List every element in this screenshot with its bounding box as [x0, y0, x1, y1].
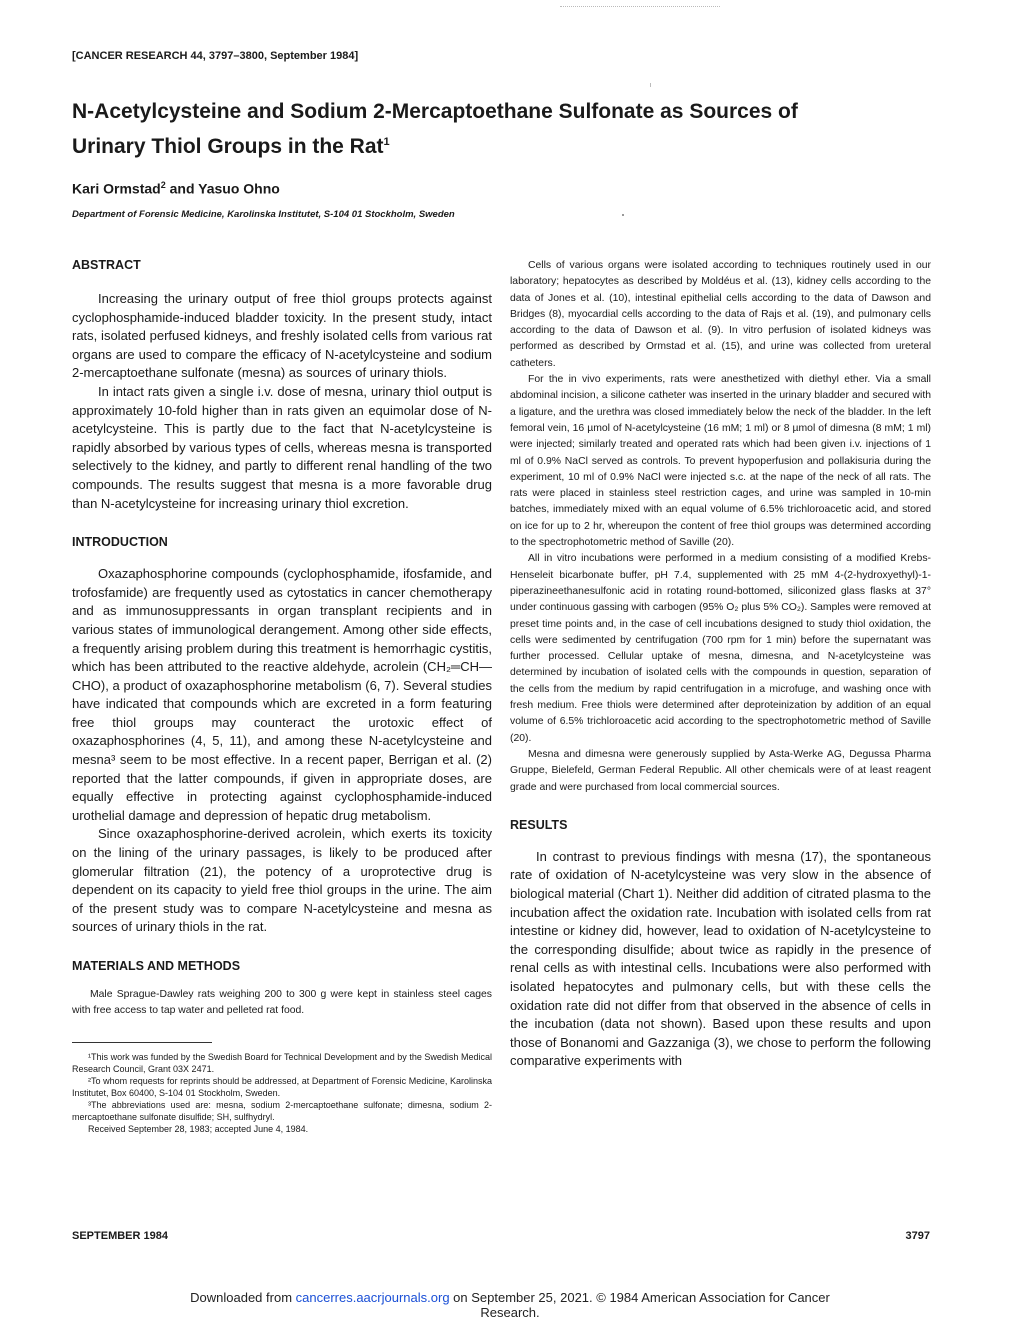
download-text: on September 25, 2021. © 1984 American Association for Cancer: [449, 1290, 830, 1305]
scan-noise: [622, 214, 624, 216]
abstract-heading: ABSTRACT: [72, 258, 141, 272]
title-line-2: Urinary Thiol Groups in the Rat: [72, 135, 384, 158]
title-footnote-mark: 1: [383, 136, 390, 148]
journal-reference: [CANCER RESEARCH 44, 3797–3800, September 1984]: [72, 50, 359, 62]
scan-noise: [650, 83, 651, 87]
scan-noise: [560, 6, 720, 13]
introduction-paragraph: Oxazaphosphorine compounds (cyclophosphamide, ifosfamide, and trofosfamide) are frequently used as cytostatics in cancer chemotherapy and as immunosuppressants in organ transplant recipients and in various states of immunological derangement. Among other side effects, a frequently arising problem during this treatment is hemorrhagic cystitis, which has been attributed to the reactive aldehyde, acrolein (CH₂═CH—CHO), a product of oxazaphosphorine metabolism (6, 7). Several studies have indicated that compounds which are excreted in a form featuring free thiol groups may counteract the urotoxic effect of oxazaphosphorines (4, 5, 11), and among these N-acetylcysteine and mesna³ seem to be most effective. In a recent paper, Berrigan et al. (2) reported that the latter compounds, if given in appropriate doses, are equally effective in protecting against cyclophosphamide-induced urothelial damage and depression of hepatic drug metabolism.: [72, 566, 492, 823]
footnote: ³The abbreviations used are: mesna, sodium 2-mercaptoethane sulfonate; dimesna, sodium 2-mercaptoethane sulfonate disulfide; SH, sulfhydryl.: [72, 1099, 492, 1122]
introduction-heading: INTRODUCTION: [72, 535, 168, 550]
article-title: [72, 96, 952, 162]
abstract-paragraph: Increasing the urinary output of free thiol groups protects against cyclophosphamide-induced bladder toxicity. In the present study, intact rats, isolated perfused kidneys, and freshly isolated cells from various rat organs are used to compare the efficacy of N-acetylcysteine and sodium 2-mercaptoethane sulfonate (mesna) as sources of urinary thiols.: [72, 291, 492, 381]
results-paragraph: In contrast to previous findings with mesna (17), the spontaneous rate of oxidation of N-acetylcysteine was very slow in the absence of biological material (Chart 1). Neither did addition of citrated plasma to the incubation affect the oxidation rate. Incubation with isolated cells from rat intestine or kidney did, however, lead to oxidation of N-acetylcysteine to the corresponding disulfide; about twice as rapidly in the presence of renal cells as with intestinal cells. Incubations were also performed with isolated hepatocytes and pulmonary cells, but with these cells the oxidation rate did not differ from that observed in the absence of cells in the incubation (data not shown). Based upon these results and upon those of Bonanomi and Gazzaniga (3), we chose to perform the following comparative experiments with: [510, 848, 931, 1069]
methods-paragraph: All in vitro incubations were performed in a medium consisting of a modified Krebs-Henseleit bicarbonate buffer, pH 7.4, supplemented with 25 mM 4-(2-hydroxyethyl)-1-piperazineethanesulfonic acid in rotating round-bottomed, siliconized glass flasks at 37° under continuous gassing with carbogen (95% O₂ plus 5% CO₂). Samples were removed at preset time points and, in the case of cell incubations designed to study thiol oxidation, the cells were sedimented by centrifugation (700 rpm for 1 min) before the supernatant was further processed. Cellular uptake of mesna, dimesna, and N-acetylcysteine was determined by incubation of isolated cells with the compounds in question, separation of the cells from the medium by rapid centrifugation in a microfuge, and washing once with fresh medium. Free thiols were determined after deproteinization by addition of an equal volume of 6.5% trichloroacetic acid according to the spectrophotometric method of Saville (20).: [510, 553, 931, 744]
authors-conjunction: and: [165, 180, 199, 197]
author-footnote-mark: 2: [160, 180, 166, 190]
methods-paragraph: Mesna and dimesna were generously supplied by Asta-Werke AG, Degussa Pharma Gruppe, Bielefeld, German Federal Republic. All other chemicals were of at least reagent grade and were purchased from local commercial sources.: [510, 748, 931, 793]
author-1: Kari Ormstad: [72, 180, 161, 197]
received-date: Received September 28, 1983; accepted June 4, 1984.: [88, 1123, 309, 1134]
affiliation: Department of Forensic Medicine, Karolinska Institutet, S-104 01 Stockholm, Sweden: [72, 209, 455, 220]
results-heading: RESULTS: [510, 817, 568, 832]
page-number: 3797: [905, 1230, 930, 1242]
issue-date: SEPTEMBER 1984: [72, 1230, 168, 1242]
footnote: ¹This work was funded by the Swedish Board for Technical Development and by the Swedish Medical Research Council, Grant 03X 2471.: [72, 1051, 492, 1074]
download-text: Downloaded from: [190, 1290, 296, 1305]
download-notice: [0, 1290, 1020, 1320]
journal-link[interactable]: cancerres.aacrjournals.org: [295, 1290, 450, 1305]
abstract-paragraph: In intact rats given a single i.v. dose of mesna, urinary thiol output is approximately 10-fold higher than in rats given an equimolar dose of N-acetylcysteine. This is partly due to the fact that N-acetylcysteine is rapidly absorbed by various types of cells, whereas mesna is transported selectively to the kidney, and partly to different renal handling of the two compounds. The results suggest that mesna is a more favorable drug than N-acetylcysteine for increasing urinary thiol excretion.: [72, 383, 492, 511]
footnote-rule: [72, 1042, 212, 1043]
title-line-1: N-Acetylcysteine and Sodium 2-Mercaptoethane Sulfonate as Sources of: [72, 100, 798, 123]
methods-paragraph: Cells of various organs were isolated according to techniques routinely used in our laboratory; hepatocytes as described by Moldéus et al. (13), kidney cells according to the data of Jones et al. (10), intestinal epithelial cells according to the data of Dawson and Bridges (8), myocardial cells according to the data of Rajs et al. (19), and pulmonary cells according to the data of Dawson et al. (9). In vitro perfusion of isolated kidneys was performed as described by Ormstad et al. (15), and urine was collected from ureteral catheters.: [510, 260, 931, 369]
left-column: [72, 258, 492, 1135]
author-2: Yasuo Ohno: [198, 180, 280, 197]
methods-paragraph: For the in vivo experiments, rats were anesthetized with diethyl ether. Via a small abdominal incision, a silicone catheter was inserted in the urinary bladder and secured with a ligature, and the urethra was closed immediately below the neck of the bladder. In the left femoral vein, 16 µmol of N-acetylcysteine (16 mM; 1 ml) or 8 µmol of dimesna (8 mM; 1 ml) were injected; similarly treated and operated rats which had been given i.v. injections of 1 ml of 0.9% NaCl served as controls. To prevent hypoperfusion and pollakisuria during the experiment, 10 ml of 0.9% NaCl were injected s.c. at the nape of the neck of all rats. The rats were placed in stainless steel restriction cages, and urine was sampled in 10-min batches, immediately mixed with an equal volume of 6.5% trichloroacetic acid, and stored on ice for up to 2 hr, whereupon the content of free thiol groups was determined according to the spectrophotometric method of Saville (20).: [510, 374, 931, 549]
authors: [72, 180, 280, 197]
methods-paragraph: Male Sprague-Dawley rats weighing 200 to 300 g were kept in stainless steel cages with free access to tap water and pelleted rat food.: [72, 989, 492, 1017]
introduction-paragraph: Since oxazaphosphorine-derived acrolein, which exerts its toxicity on the lining of the urinary passages, is likely to be produced after glomerular filtration (21), the potency of a uroprotective drug is dependent on its capacity to yield free thiol groups in the urine. The aim of the present study was to compare N-acetylcysteine and mesna as sources of urinary thiols in the rat.: [72, 826, 492, 935]
footnote: ²To whom requests for reprints should be addressed, at Department of Forensic Medicine, Karolinska Institutet, Box 60400, S-104 01 Stockholm, Sweden.: [72, 1075, 492, 1098]
methods-heading: MATERIALS AND METHODS: [72, 959, 241, 973]
download-text: Research.: [480, 1305, 540, 1320]
right-column: [510, 258, 931, 1071]
